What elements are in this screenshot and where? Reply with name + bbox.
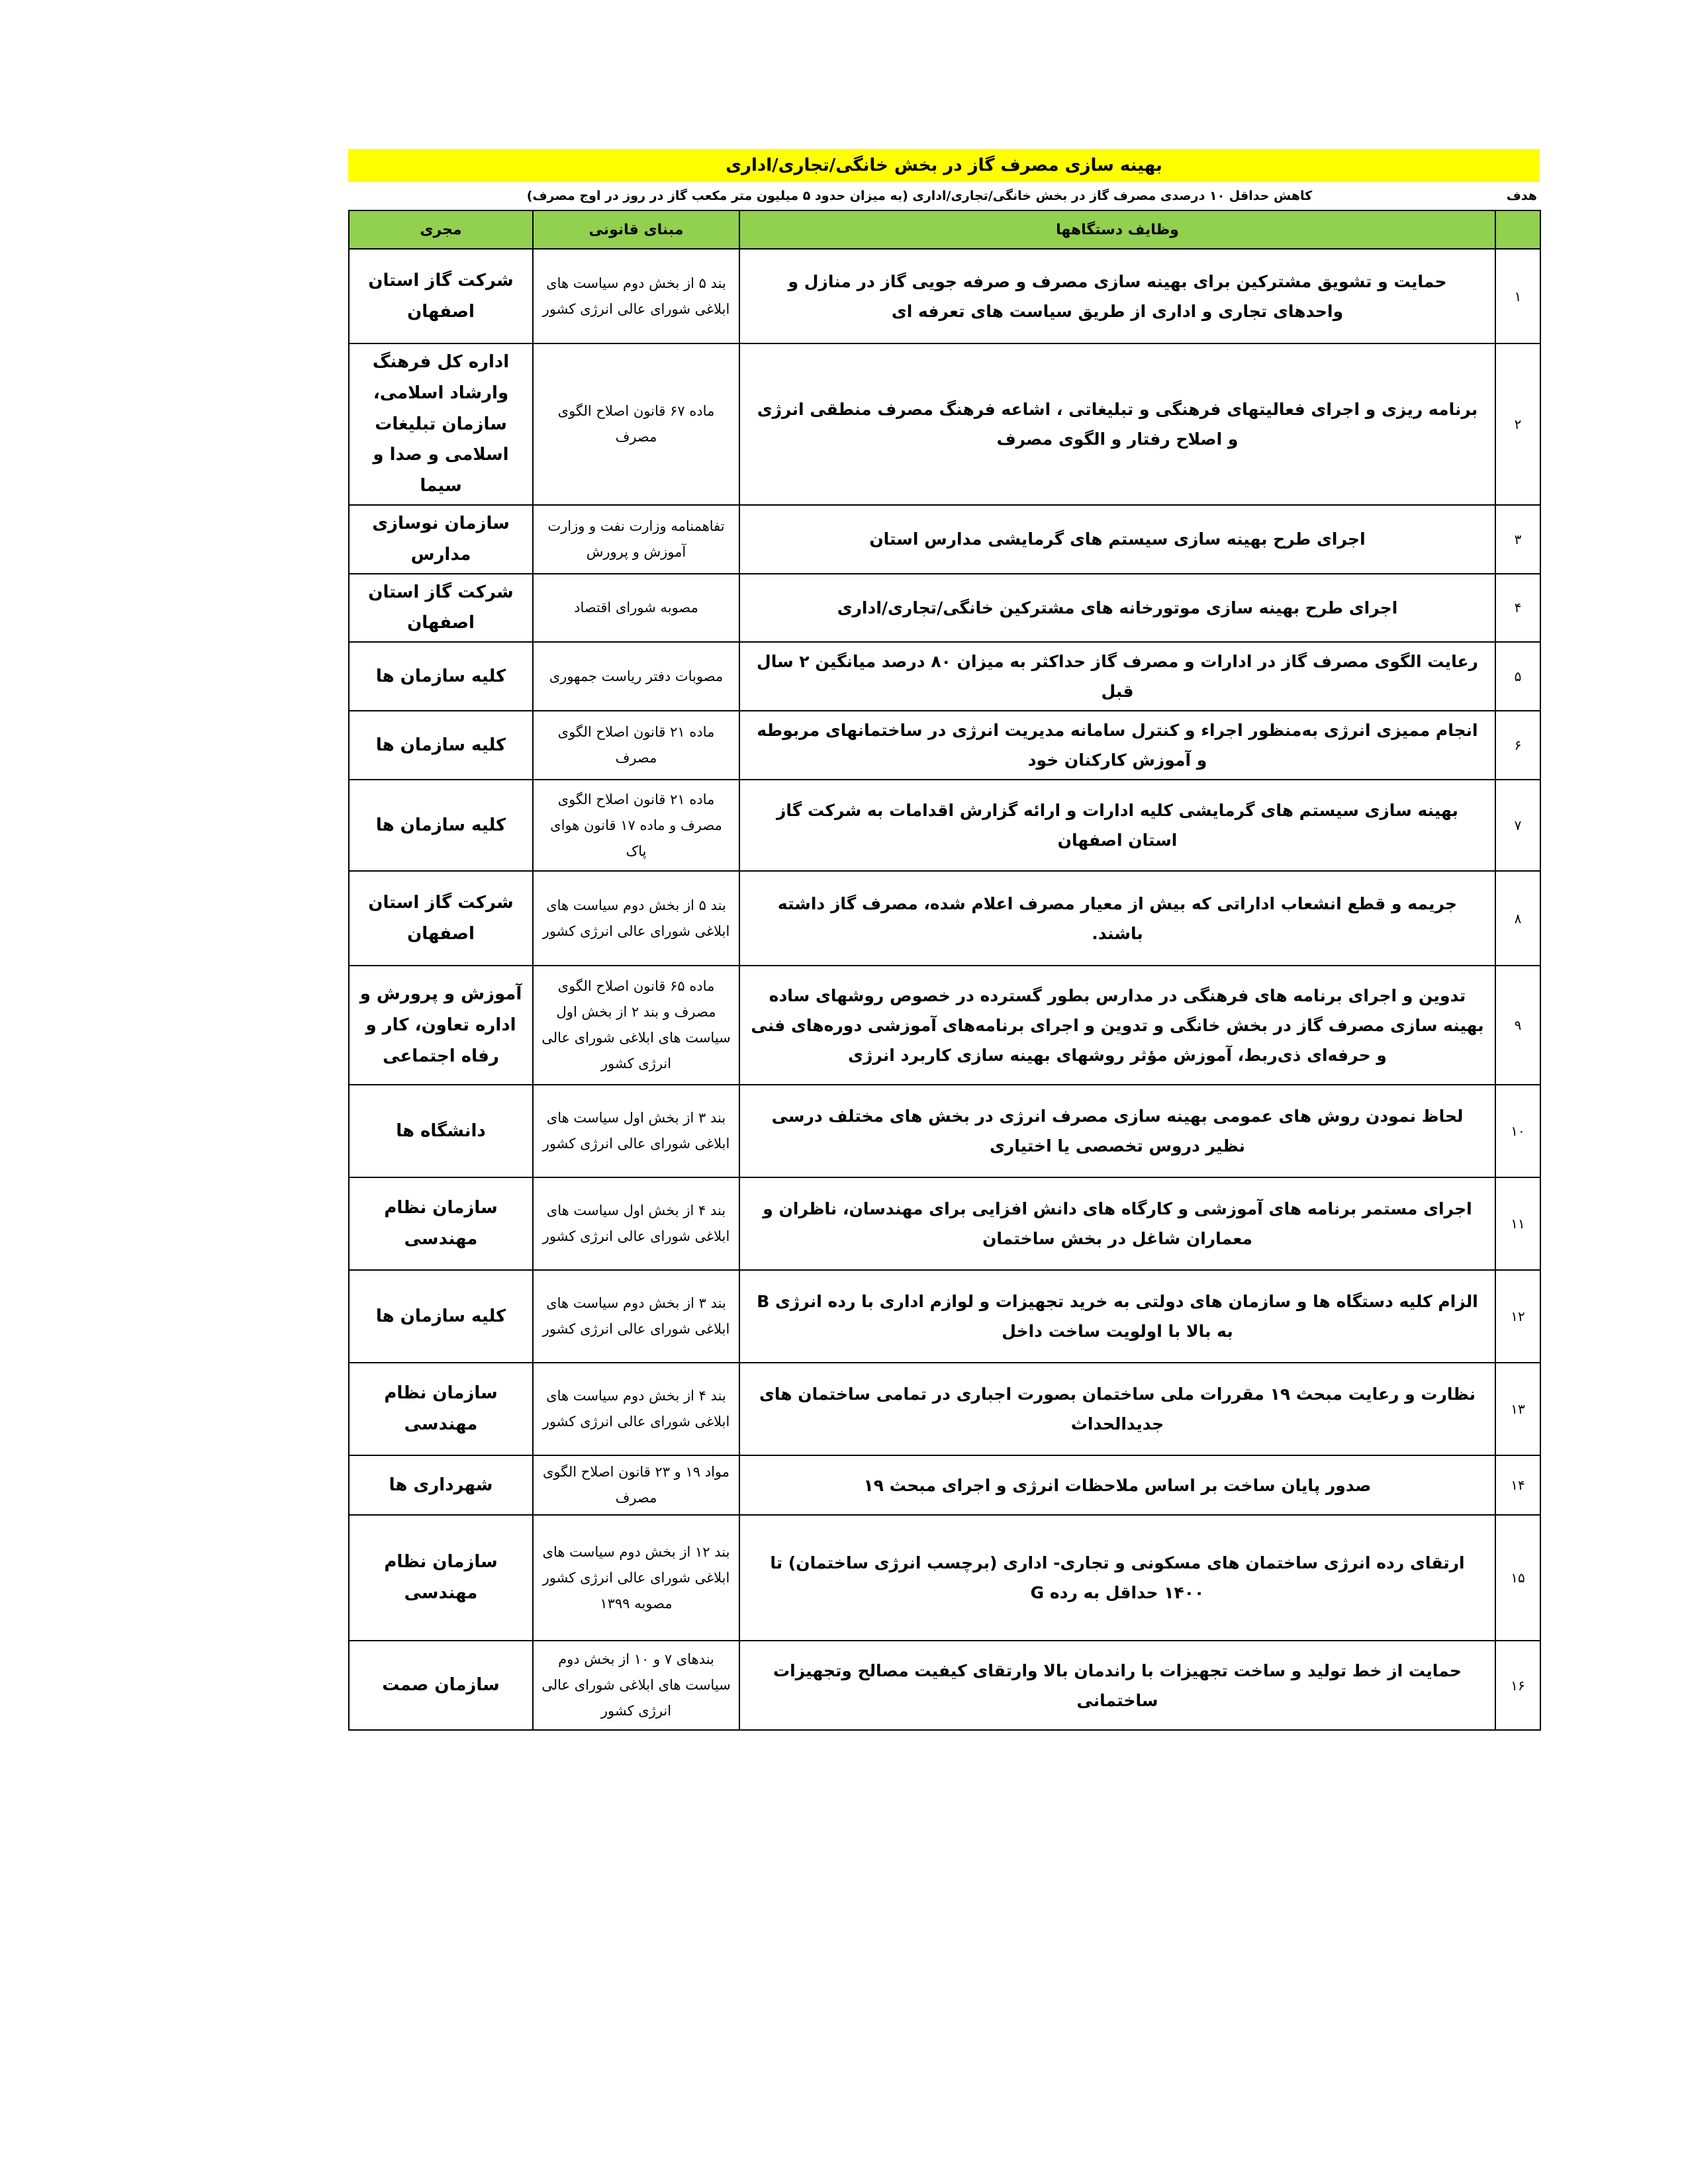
header-duty: وظایف دستگاهها <box>739 210 1495 249</box>
row-executor: کلیه سازمان ها <box>349 711 533 780</box>
row-number: ۱۰ <box>1495 1085 1540 1177</box>
row-legal-basis: تفاهمنامه وزارت نفت و وزارت آموزش و پرورش <box>533 505 739 574</box>
row-number: ۱۶ <box>1495 1641 1540 1730</box>
table-row <box>349 1515 1540 1641</box>
row-number: ۱۳ <box>1495 1363 1540 1455</box>
row-legal-basis: ماده ۶۷ قانون اصلاح الگوی مصرف <box>533 343 739 505</box>
row-duty: نظارت و رعایت مبحث ۱۹ مقررات ملی ساختمان بصورت اجباری در تمامی ساختمان های جدیدالحداث <box>739 1363 1495 1455</box>
table-row <box>349 1085 1540 1177</box>
row-number: ۶ <box>1495 711 1540 780</box>
table-header-row <box>349 210 1540 249</box>
row-duty: تدوین و اجرای برنامه های فرهنگی در مدارس بطور گسترده در خصوص روشهای ساده بهینه سازی مصرف گاز در بخش خانگی و تدوین و اجرای برنامه‌های آموزشی دوره‌های فنی و حرفه‌ای ذی‌ربط، آموزش مؤثر روشهای بهینه سازی کاربرد انرژی <box>739 966 1495 1085</box>
row-duty: بهینه سازی سیستم های گرمایشی کلیه ادارات و ارائه گزارش اقدامات به شرکت گاز استان اصفهان <box>739 780 1495 871</box>
table-row <box>349 642 1540 711</box>
row-executor: کلیه سازمان ها <box>349 780 533 871</box>
row-duty: انجام ممیزی انرژی به‌منظور اجراء و کنترل سامانه مدیریت انرژی در ساختمانهای مربوطه و آموزش کارکنان خود <box>739 711 1495 780</box>
row-number: ۱۴ <box>1495 1455 1540 1515</box>
table-row <box>349 1177 1540 1270</box>
row-executor: کلیه سازمان ها <box>349 642 533 711</box>
row-executor: اداره کل فرهنگ وارشاد اسلامی، سازمان تبلیغات اسلامی و صدا و سیما <box>349 343 533 505</box>
row-legal-basis: ماده ۲۱ قانون اصلاح الگوی مصرف <box>533 711 739 780</box>
goal-row <box>348 182 1540 210</box>
table-row <box>349 343 1540 505</box>
table-row <box>349 1270 1540 1363</box>
row-executor: سازمان نظام مهندسی <box>349 1363 533 1455</box>
goal-text: کاهش حداقل ۱۰ درصدی مصرف گاز در بخش خانگی/تجاری/اداری (به میزان حدود ۵ میلیون متر مکعب گاز در روز در اوج مصرف) <box>526 189 1313 203</box>
row-duty: حمایت از خط تولید و ساخت تجهیزات با راندمان بالا وارتقای کیفیت مصالح وتجهیزات ساختمانی <box>739 1641 1495 1730</box>
row-duty: اجرای مستمر برنامه های آموزشی و کارگاه های دانش افزایی برای مهندسان، ناظران و معماران شاغل در بخش ساختمان <box>739 1177 1495 1270</box>
row-duty: جریمه و قطع انشعاب اداراتی که بیش از معیار مصرف اعلام شده، مصرف گاز داشته باشند. <box>739 871 1495 966</box>
row-duty: صدور پایان ساخت بر اساس ملاحظات انرژی و اجرای مبحث ۱۹ <box>739 1455 1495 1515</box>
table-row <box>349 1363 1540 1455</box>
row-executor: شرکت گاز استان اصفهان <box>349 574 533 643</box>
header-num <box>1495 210 1540 249</box>
table-row <box>349 1455 1540 1515</box>
row-legal-basis: ماده ۲۱ قانون اصلاح الگوی مصرف و ماده ۱۷ قانون هوای پاک <box>533 780 739 871</box>
row-duty: الزام کلیه دستگاه ها و سازمان های دولتی به خرید تجهیزات و لوازم اداری با رده انرژی B به بالا با اولویت ساخت داخل <box>739 1270 1495 1363</box>
row-duty: حمایت و تشویق مشترکین برای بهینه سازی مصرف و صرفه جویی گاز در منازل و واحدهای تجاری و اداری از طریق سیاست های تعرفه ای <box>739 249 1495 343</box>
row-legal-basis: ماده ۶۵ قانون اصلاح الگوی مصرف و بند ۲ از بخش اول سیاست های ابلاغی شورای عالی انرژی کشور <box>533 966 739 1085</box>
row-number: ۱ <box>1495 249 1540 343</box>
table-row <box>349 505 1540 574</box>
row-duty: لحاظ نمودن روش های عمومی بهینه سازی مصرف انرژی در بخش های مختلف درسی نظیر دروس تخصصی یا اختیاری <box>739 1085 1495 1177</box>
row-executor: سازمان نوسازی مدارس <box>349 505 533 574</box>
row-number: ۱۲ <box>1495 1270 1540 1363</box>
table-row <box>349 966 1540 1085</box>
table-row <box>349 249 1540 343</box>
row-number: ۲ <box>1495 343 1540 505</box>
row-legal-basis: بند ۳ از بخش دوم سیاست های ابلاغی شورای عالی انرژی کشور <box>533 1270 739 1363</box>
row-number: ۳ <box>1495 505 1540 574</box>
row-legal-basis: بند ۴ از بخش دوم سیاست های ابلاغی شورای عالی انرژی کشور <box>533 1363 739 1455</box>
row-executor: دانشگاه ها <box>349 1085 533 1177</box>
row-legal-basis: بندهای ۷ و ۱۰ از بخش دوم سیاست های ابلاغی شورای عالی انرژی کشور <box>533 1641 739 1730</box>
row-number: ۸ <box>1495 871 1540 966</box>
table-row <box>349 574 1540 643</box>
row-duty: اجرای طرح بهینه سازی موتورخانه های مشترکین خانگی/تجاری/اداری <box>739 574 1495 643</box>
row-executor: سازمان نظام مهندسی <box>349 1515 533 1641</box>
table-row <box>349 871 1540 966</box>
table-body <box>349 249 1540 1730</box>
row-legal-basis: بند ۵ از بخش دوم سیاست های ابلاغی شورای عالی انرژی کشور <box>533 871 739 966</box>
row-number: ۱۵ <box>1495 1515 1540 1641</box>
row-legal-basis: بند ۴ از بخش اول سیاست های ابلاغی شورای عالی انرژی کشور <box>533 1177 739 1270</box>
header-legal: مبنای قانونی <box>533 210 739 249</box>
row-legal-basis: بند ۵ از بخش دوم سیاست های ابلاغی شورای عالی انرژی کشور <box>533 249 739 343</box>
row-number: ۹ <box>1495 966 1540 1085</box>
row-executor: سازمان صمت <box>349 1641 533 1730</box>
row-legal-basis: بند ۱۲ از بخش دوم سیاست های ابلاغی شورای عالی انرژی کشور مصوبه ۱۳۹۹ <box>533 1515 739 1641</box>
row-duty: برنامه ریزی و اجرای فعالیتهای فرهنگی و تبلیغاتی ، اشاعه فرهنگ مصرف منطقی انرژی و اصلاح رفتار و الگوی مصرف <box>739 343 1495 505</box>
row-executor: شهرداری ها <box>349 1455 533 1515</box>
row-duty: ارتقای رده انرژی ساختمان های مسکونی و تجاری- اداری (برچسب انرژی ساختمان) تا ۱۴۰۰ حداقل به رده G <box>739 1515 1495 1641</box>
row-executor: شرکت گاز استان اصفهان <box>349 871 533 966</box>
document-sheet <box>348 149 1540 1731</box>
row-legal-basis: مصوبات دفتر ریاست جمهوری <box>533 642 739 711</box>
duties-table <box>348 210 1541 1731</box>
row-number: ۷ <box>1495 780 1540 871</box>
table-row <box>349 780 1540 871</box>
goal-label: هدف <box>1506 189 1537 203</box>
row-executor: کلیه سازمان ها <box>349 1270 533 1363</box>
row-duty: رعایت الگوی مصرف گاز در ادارات و مصرف گاز حداکثر به میزان ۸۰ درصد میانگین ۲ سال قبل <box>739 642 1495 711</box>
row-executor: آموزش و پرورش و اداره تعاون، کار و رفاه اجتماعی <box>349 966 533 1085</box>
row-legal-basis: بند ۳ از بخش اول سیاست های ابلاغی شورای عالی انرژی کشور <box>533 1085 739 1177</box>
header-executor: مجری <box>349 210 533 249</box>
row-executor: شرکت گاز استان اصفهان <box>349 249 533 343</box>
row-legal-basis: مصوبه شورای اقتصاد <box>533 574 739 643</box>
table-row <box>349 1641 1540 1730</box>
row-duty: اجرای طرح بهینه سازی سیستم های گرمایشی مدارس استان <box>739 505 1495 574</box>
row-number: ۱۱ <box>1495 1177 1540 1270</box>
row-legal-basis: مواد ۱۹ و ۲۳ قانون اصلاح الگوی مصرف <box>533 1455 739 1515</box>
row-number: ۴ <box>1495 574 1540 643</box>
table-row <box>349 711 1540 780</box>
document-title <box>348 149 1540 182</box>
row-number: ۵ <box>1495 642 1540 711</box>
row-executor: سازمان نظام مهندسی <box>349 1177 533 1270</box>
title-text: بهینه سازی مصرف گاز در بخش خانگی/تجاری/اداری <box>726 156 1162 175</box>
